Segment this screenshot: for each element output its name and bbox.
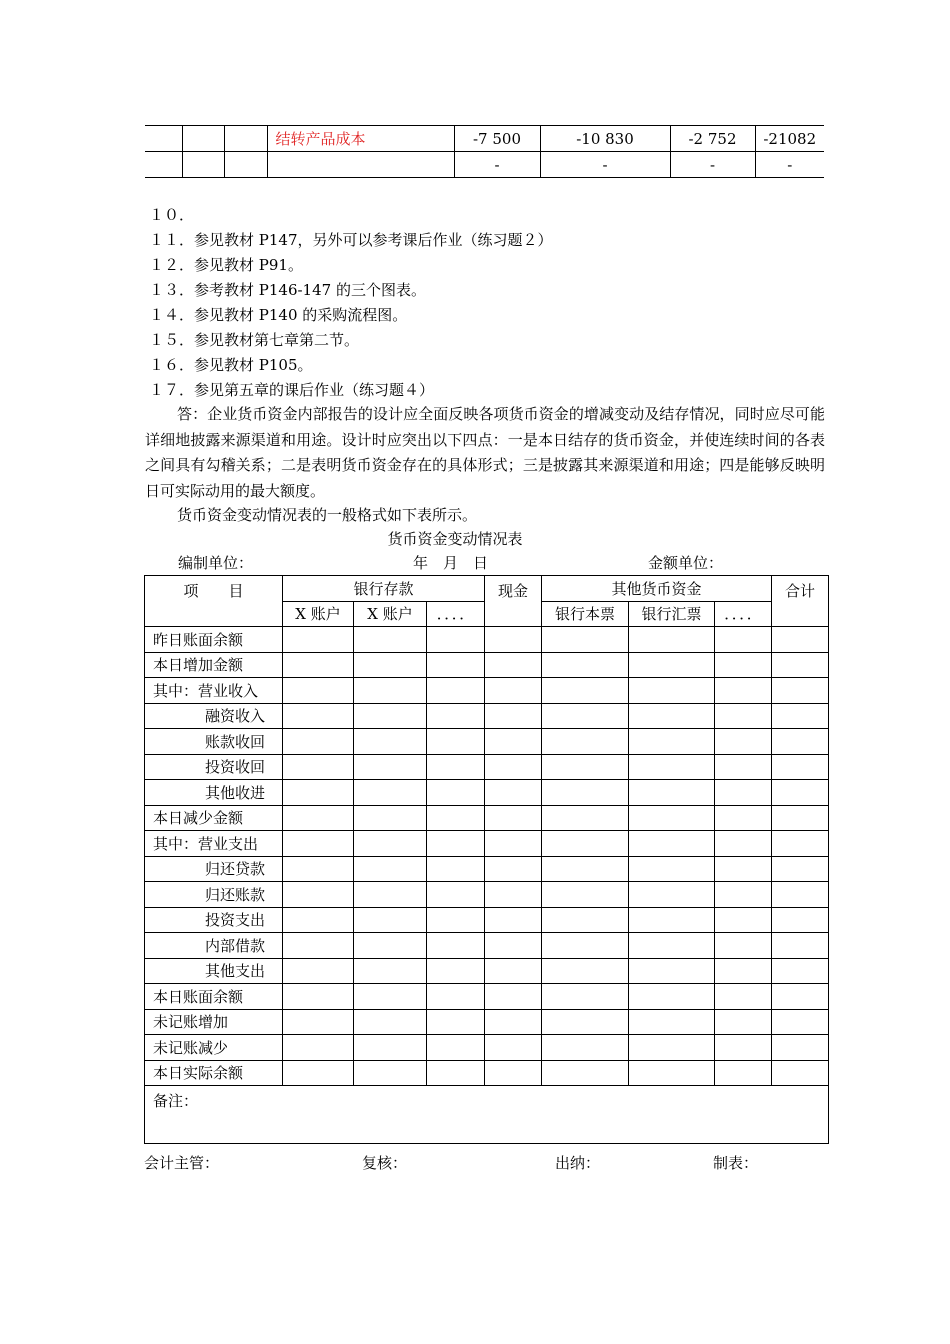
row-label: 投资支出 [145, 907, 283, 933]
table-cell [629, 1009, 715, 1035]
table-cell [715, 729, 772, 755]
table-cell [772, 754, 829, 780]
table-cell [715, 754, 772, 780]
table-cell [427, 627, 485, 653]
table-cell [542, 958, 629, 984]
table-cell [283, 933, 354, 959]
row-label: 本日增加金额 [145, 652, 283, 678]
table-row [145, 1009, 829, 1035]
table-cell [427, 652, 485, 678]
table-cell [772, 933, 829, 959]
table-cell [629, 958, 715, 984]
row-label: 其中：营业收入 [145, 678, 283, 704]
table-cell [427, 754, 485, 780]
table-cell [427, 678, 485, 704]
table-row [145, 933, 829, 959]
header-other-funds: 其他货币资金 [542, 576, 772, 602]
table-cell [772, 907, 829, 933]
table-row [145, 754, 829, 780]
table-cell [772, 780, 829, 806]
table-cell: -10 830 [540, 126, 670, 152]
table-cell [485, 831, 542, 857]
table-row [145, 831, 829, 857]
table-cell [542, 805, 629, 831]
table-cell: - [454, 152, 540, 178]
table-cell: -2 752 [670, 126, 755, 152]
row-label: 本日实际余额 [145, 1060, 283, 1086]
table-cell [629, 627, 715, 653]
table-cell [283, 780, 354, 806]
table-cell [427, 1035, 485, 1061]
table-cell [354, 882, 427, 908]
table-cell: - [755, 152, 824, 178]
table-cell [283, 958, 354, 984]
table-cell [427, 729, 485, 755]
table-cell [772, 805, 829, 831]
table-cell [772, 984, 829, 1010]
table-cell [354, 729, 427, 755]
table-cell [283, 729, 354, 755]
table-cell [715, 1060, 772, 1086]
table-row [145, 856, 829, 882]
table-cell [283, 1060, 354, 1086]
table-cell [772, 1009, 829, 1035]
table-cell [772, 882, 829, 908]
table-cell [354, 627, 427, 653]
table-cell [629, 882, 715, 908]
table-cell [715, 1009, 772, 1035]
table-cell [629, 703, 715, 729]
table-cell [715, 805, 772, 831]
table-cell [772, 856, 829, 882]
table-cell [629, 678, 715, 704]
row-label: 内部借款 [145, 933, 283, 959]
table-cell [715, 1035, 772, 1061]
table-cell [354, 984, 427, 1010]
table-row [145, 907, 829, 933]
table-cell [715, 678, 772, 704]
cost-transfer-label: 结转产品成本 [267, 126, 454, 152]
table-cell [354, 652, 427, 678]
row-label: 本日账面余额 [145, 984, 283, 1010]
table-row [145, 703, 829, 729]
table-cell [715, 856, 772, 882]
table-cell [772, 958, 829, 984]
table-cell [354, 780, 427, 806]
table-cell [715, 882, 772, 908]
table-cell [542, 831, 629, 857]
table-cell [354, 754, 427, 780]
list-item: １４．参见教材 P140 的采购流程图。 [149, 306, 408, 324]
header-more: ．．．． [427, 601, 485, 627]
table-cell [427, 856, 485, 882]
header-more: ．．．． [715, 601, 772, 627]
table-cell [354, 805, 427, 831]
table-row [145, 882, 829, 908]
row-label: 投资收回 [145, 754, 283, 780]
table-cell [485, 958, 542, 984]
list-item: １５．参见教材第七章第二节。 [149, 331, 360, 349]
row-label: 融资收入 [145, 703, 283, 729]
table-cell [715, 984, 772, 1010]
row-label: 账款收回 [145, 729, 283, 755]
table-cell [629, 729, 715, 755]
table-cell [629, 831, 715, 857]
table-cell [354, 907, 427, 933]
table-cell [715, 933, 772, 959]
table-cell [354, 1060, 427, 1086]
table-cell [485, 1009, 542, 1035]
list-item: １２．参见教材 P91。 [149, 256, 303, 274]
review-label: 复核： [362, 1154, 408, 1172]
table-row [145, 958, 829, 984]
header-bank-cashier-check: 银行本票 [542, 601, 629, 627]
row-label: 其他收进 [145, 780, 283, 806]
table-cell [542, 678, 629, 704]
table-cell [283, 805, 354, 831]
table-cell [629, 652, 715, 678]
table-cell [485, 882, 542, 908]
table-cell [485, 652, 542, 678]
table-cell [427, 805, 485, 831]
table-cell [542, 703, 629, 729]
amount-unit-label: 金额单位： [648, 554, 724, 572]
table-cell [629, 780, 715, 806]
table-cell [485, 933, 542, 959]
table-cell [354, 703, 427, 729]
table-cell [715, 652, 772, 678]
table-cell [542, 652, 629, 678]
table-cell [542, 933, 629, 959]
table-row [145, 780, 829, 806]
table-cell [485, 754, 542, 780]
table-cell [485, 729, 542, 755]
table-cell [715, 907, 772, 933]
row-label: 未记账增加 [145, 1009, 283, 1035]
table-cell [772, 652, 829, 678]
table-cell [485, 703, 542, 729]
table-cell [283, 652, 354, 678]
date-label: 年 月 日 [413, 554, 489, 572]
maker-label: 制表： [713, 1154, 759, 1172]
table-cell [542, 856, 629, 882]
cashier-label: 出纳： [555, 1154, 601, 1172]
table-cell [772, 1035, 829, 1061]
supervisor-label: 会计主管： [144, 1154, 220, 1172]
list-item: １６．参见教材 P105。 [149, 356, 313, 374]
table-cell [772, 1060, 829, 1086]
table-cell [354, 678, 427, 704]
table-cell [629, 1035, 715, 1061]
row-label: 昨日账面余额 [145, 627, 283, 653]
row-label: 未记账减少 [145, 1035, 283, 1061]
table-row [145, 1035, 829, 1061]
table-row [145, 984, 829, 1010]
table-cell [772, 678, 829, 704]
table-cell [485, 1060, 542, 1086]
table-row [145, 805, 829, 831]
header-cash: 现金 [485, 576, 542, 627]
table-cell: - [670, 152, 755, 178]
table-cell [427, 984, 485, 1010]
table-cell [542, 1035, 629, 1061]
list-item: １０． [149, 206, 195, 224]
answer-paragraph: 答：企业货币资金内部报告的设计应全面反映各项货币资金的增减变动及结存情况，同时应尽可能详细地披露来源渠道和用途。设计时应突出以下四点：一是本日结存的货币资金，并使连续时间的各表之间具有勾稽关系；二是表明货币资金存在的具体形式；三是披露其来源渠道和用途；四是能够反映明日可实际动用的最大额度。 [145, 405, 825, 500]
table-cell [427, 933, 485, 959]
table-row [145, 1060, 829, 1086]
table-cell [715, 958, 772, 984]
header-bank-draft: 银行汇票 [629, 601, 715, 627]
table-cell [542, 984, 629, 1010]
table-cell [427, 1060, 485, 1086]
row-label: 本日减少金额 [145, 805, 283, 831]
table-cell [629, 805, 715, 831]
table-cell [485, 984, 542, 1010]
table-cell: -7 500 [454, 126, 540, 152]
table-row [145, 678, 829, 704]
table-cell [283, 703, 354, 729]
header-row [145, 576, 829, 602]
table-cell [715, 627, 772, 653]
table-row [145, 729, 829, 755]
table-cell [427, 958, 485, 984]
intro-paragraph: 货币资金变动情况表的一般格式如下表所示。 [177, 506, 478, 524]
cost-transfer-fragment-table [145, 125, 824, 178]
table-cell [542, 882, 629, 908]
table-cell [542, 754, 629, 780]
table-cell [772, 703, 829, 729]
table-cell: - [540, 152, 670, 178]
table-cell [629, 1060, 715, 1086]
header-x-account: X 账户 [283, 601, 354, 627]
list-item: １１．参见教材 P147，另外可以参考课后作业（练习题２） [149, 231, 553, 249]
table-cell [427, 780, 485, 806]
table-cell [485, 805, 542, 831]
preparer-unit-label: 编制单位： [178, 554, 254, 572]
table-cell [772, 627, 829, 653]
table-cell [427, 831, 485, 857]
row-label: 归还贷款 [145, 856, 283, 882]
table-cell [354, 1009, 427, 1035]
header-bank-deposit: 银行存款 [283, 576, 485, 602]
table-cell [542, 780, 629, 806]
table-cell [283, 984, 354, 1010]
table-title: 货币资金变动情况表 [387, 530, 523, 548]
table-cell [542, 1060, 629, 1086]
table-cell [283, 1009, 354, 1035]
table-cell [283, 882, 354, 908]
row-label: 归还账款 [145, 882, 283, 908]
table-cell [542, 907, 629, 933]
list-item: １７．参见第五章的课后作业（练习题４） [149, 381, 435, 399]
table-row [145, 627, 829, 653]
table-cell: -21082 [755, 126, 824, 152]
table-cell [715, 780, 772, 806]
note-row [145, 1086, 829, 1144]
header-total: 合计 [772, 576, 829, 627]
table-cell [629, 754, 715, 780]
row-label: 其中：营业支出 [145, 831, 283, 857]
table-cell [485, 780, 542, 806]
table-cell [542, 627, 629, 653]
table-cell [629, 984, 715, 1010]
table-cell [485, 627, 542, 653]
table-cell [629, 856, 715, 882]
table-cell [427, 907, 485, 933]
list-item: １３．参考教材 P146-147 的三个图表。 [149, 281, 426, 299]
table-row [145, 652, 829, 678]
table-cell [354, 1035, 427, 1061]
table-cell [354, 958, 427, 984]
table-cell [715, 831, 772, 857]
table-cell [629, 933, 715, 959]
table-cell [283, 627, 354, 653]
table-cell [485, 1035, 542, 1061]
table-cell [283, 831, 354, 857]
table-cell [485, 907, 542, 933]
table-cell [485, 856, 542, 882]
cash-change-table [144, 575, 829, 1144]
table-cell [629, 907, 715, 933]
table-cell [354, 856, 427, 882]
table-cell [354, 831, 427, 857]
table-cell [283, 907, 354, 933]
header-item: 项 目 [145, 576, 283, 627]
table-cell [354, 933, 427, 959]
table-cell [772, 729, 829, 755]
table-cell [283, 754, 354, 780]
table-cell [283, 678, 354, 704]
row-label: 其他支出 [145, 958, 283, 984]
table-row [145, 126, 824, 152]
table-cell [283, 856, 354, 882]
table-cell [715, 703, 772, 729]
header-x-account: X 账户 [354, 601, 427, 627]
table-cell [485, 678, 542, 704]
table-cell [283, 1035, 354, 1061]
table-cell [427, 703, 485, 729]
table-row [145, 152, 824, 178]
table-cell [542, 729, 629, 755]
table-cell [427, 1009, 485, 1035]
table-cell [772, 831, 829, 857]
table-cell [427, 882, 485, 908]
note-label: 备注： [145, 1086, 829, 1144]
table-cell [542, 1009, 629, 1035]
